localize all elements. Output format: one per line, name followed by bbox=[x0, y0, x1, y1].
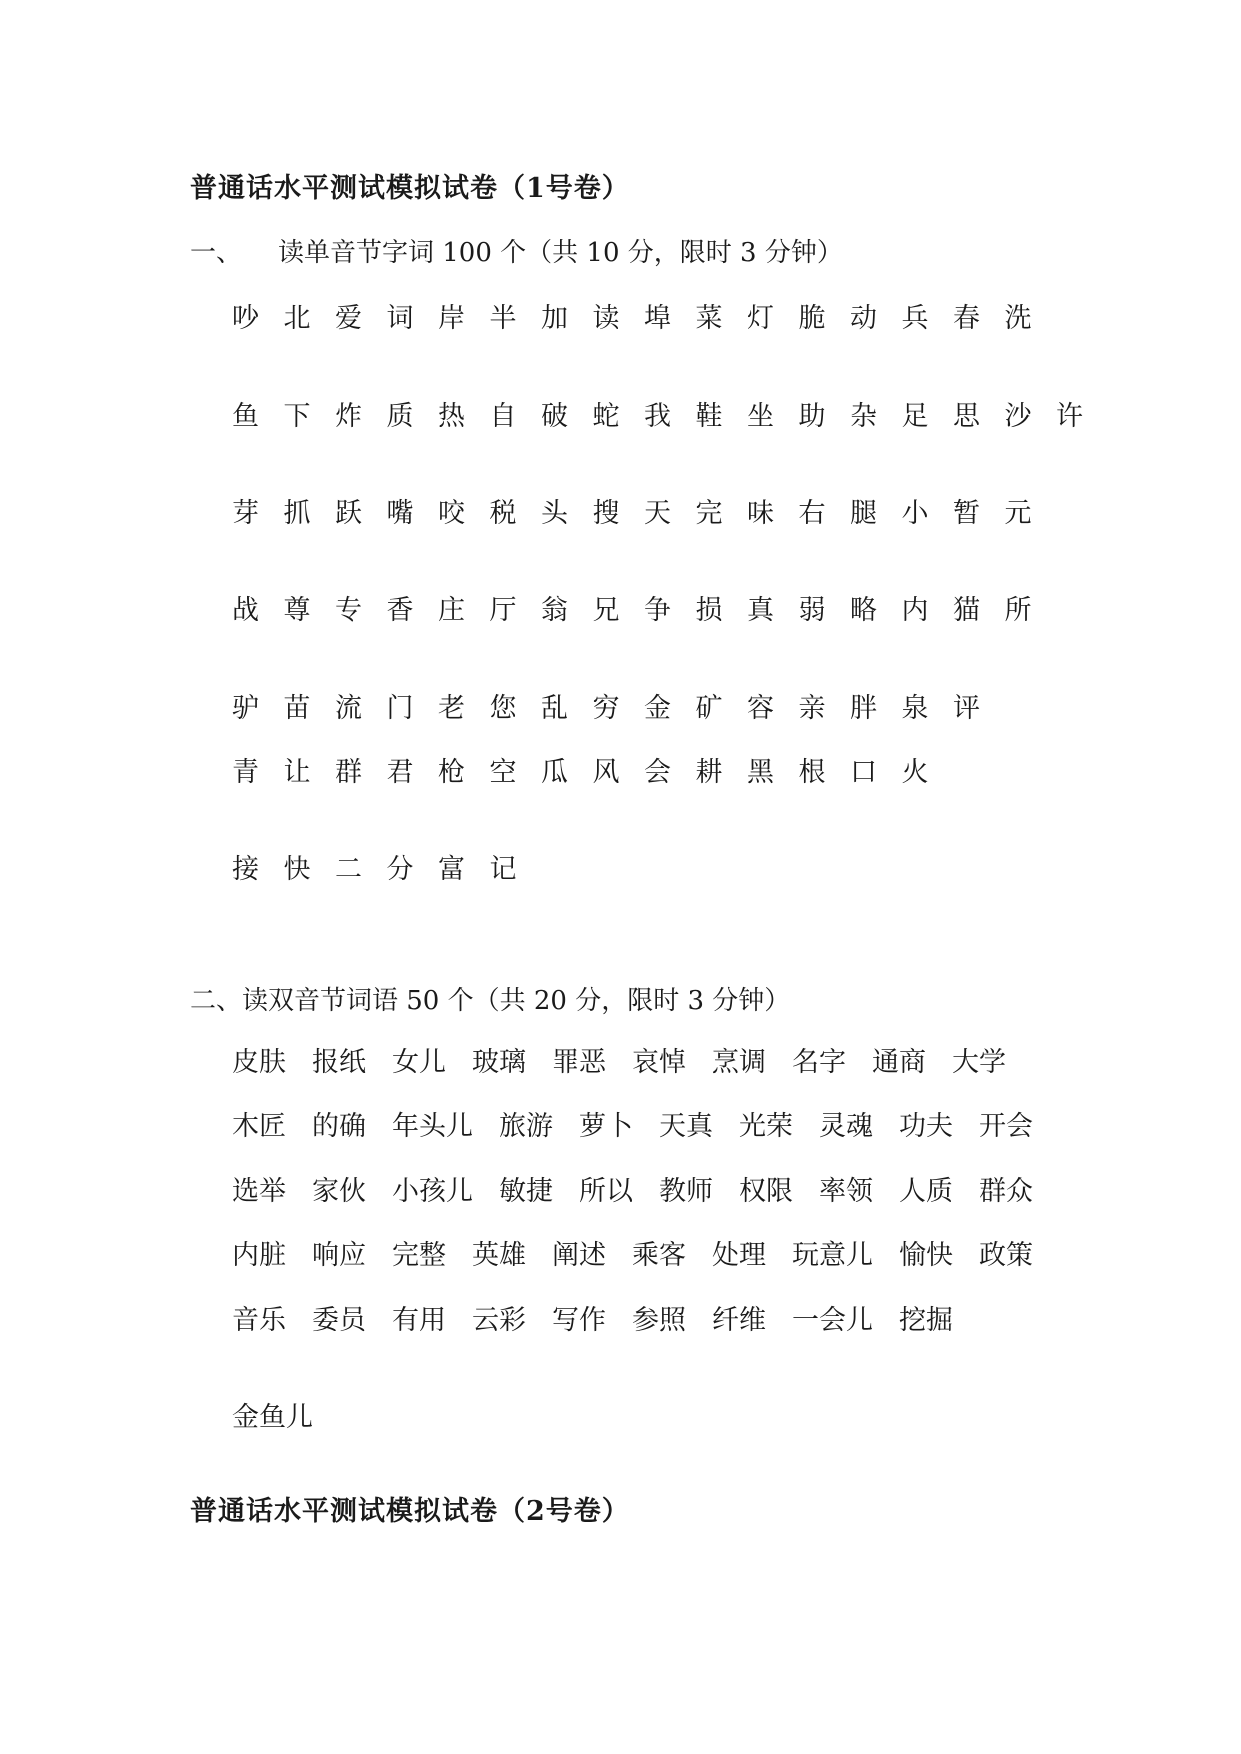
char-row bbox=[232, 588, 1052, 628]
syllable-char: 二 bbox=[335, 854, 362, 885]
syllable-char: 厅 bbox=[489, 595, 517, 626]
syllable-char: 记 bbox=[489, 854, 517, 885]
syllable-word: 名字 bbox=[792, 1047, 846, 1078]
syllable-word: 罪恶 bbox=[552, 1047, 606, 1078]
syllable-char: 下 bbox=[283, 401, 311, 432]
syllable-char: 蛇 bbox=[592, 401, 620, 432]
syllable-char: 跃 bbox=[335, 498, 362, 529]
char-row bbox=[232, 394, 1083, 434]
paper-title-2: 普通话水平测试模拟试卷（2号卷） bbox=[190, 1496, 630, 1527]
syllable-char: 群 bbox=[335, 757, 362, 788]
syllable-char: 空 bbox=[489, 757, 517, 788]
syllable-char: 内 bbox=[901, 595, 929, 626]
paper-title-1: 普通话水平测试模拟试卷（1号卷） bbox=[190, 173, 630, 204]
word-row bbox=[232, 1040, 1092, 1080]
syllable-word: 选举 bbox=[232, 1176, 286, 1207]
syllable-char: 所 bbox=[1004, 595, 1032, 626]
syllable-char: 鱼 bbox=[232, 401, 259, 432]
syllable-char: 元 bbox=[1004, 498, 1032, 529]
syllable-char: 尊 bbox=[283, 595, 311, 626]
word-row bbox=[232, 1395, 1092, 1435]
syllable-char: 口 bbox=[850, 757, 877, 788]
syllable-char: 抓 bbox=[283, 498, 311, 529]
syllable-word: 委员 bbox=[312, 1305, 366, 1336]
syllable-word: 响应 bbox=[312, 1240, 366, 1271]
syllable-word: 年头儿 bbox=[392, 1111, 473, 1142]
syllable-char: 埠 bbox=[644, 303, 671, 334]
syllable-word: 功夫 bbox=[899, 1111, 953, 1142]
syllable-char: 会 bbox=[644, 757, 671, 788]
syllable-char: 青 bbox=[232, 757, 259, 788]
syllable-word: 内脏 bbox=[232, 1240, 286, 1271]
syllable-char: 半 bbox=[489, 303, 517, 334]
syllable-char: 胖 bbox=[850, 693, 877, 724]
syllable-char: 热 bbox=[438, 401, 465, 432]
syllable-char: 完 bbox=[695, 498, 723, 529]
word-row bbox=[232, 1298, 1092, 1338]
syllable-word: 报纸 bbox=[312, 1047, 366, 1078]
syllable-word: 玻璃 bbox=[472, 1047, 526, 1078]
syllable-char: 杂 bbox=[850, 401, 877, 432]
syllable-char: 枪 bbox=[438, 757, 465, 788]
syllable-char: 我 bbox=[644, 401, 671, 432]
syllable-char: 读 bbox=[592, 303, 620, 334]
char-row bbox=[232, 750, 1052, 790]
syllable-word: 完整 bbox=[392, 1240, 446, 1271]
syllable-word: 皮肤 bbox=[232, 1047, 286, 1078]
syllable-word: 女儿 bbox=[392, 1047, 446, 1078]
syllable-char: 质 bbox=[386, 401, 414, 432]
syllable-char: 头 bbox=[541, 498, 568, 529]
syllable-char: 词 bbox=[386, 303, 414, 334]
syllable-char: 略 bbox=[850, 595, 877, 626]
syllable-char: 战 bbox=[232, 595, 259, 626]
syllable-char: 搜 bbox=[592, 498, 620, 529]
syllable-word: 教师 bbox=[659, 1176, 713, 1207]
syllable-char: 容 bbox=[747, 693, 774, 724]
syllable-word: 光荣 bbox=[739, 1111, 793, 1142]
syllable-char: 亲 bbox=[798, 693, 826, 724]
syllable-char: 吵 bbox=[232, 303, 259, 334]
syllable-char: 春 bbox=[953, 303, 980, 334]
syllable-word: 音乐 bbox=[232, 1305, 286, 1336]
syllable-char: 兵 bbox=[901, 303, 929, 334]
char-row bbox=[232, 686, 1052, 726]
syllable-word: 烹调 bbox=[712, 1047, 766, 1078]
syllable-char: 税 bbox=[489, 498, 517, 529]
syllable-char: 快 bbox=[283, 854, 311, 885]
syllable-char: 芽 bbox=[232, 498, 259, 529]
syllable-word: 家伙 bbox=[312, 1176, 366, 1207]
syllable-word: 群众 bbox=[979, 1176, 1033, 1207]
syllable-word: 参照 bbox=[632, 1305, 686, 1336]
syllable-char: 岸 bbox=[438, 303, 465, 334]
syllable-word: 纤维 bbox=[712, 1305, 766, 1336]
syllable-word: 萝卜 bbox=[579, 1111, 633, 1142]
syllable-char: 暂 bbox=[953, 498, 980, 529]
syllable-char: 动 bbox=[850, 303, 877, 334]
syllable-char: 鞋 bbox=[695, 401, 723, 432]
char-row bbox=[232, 847, 1052, 887]
syllable-char: 破 bbox=[541, 401, 568, 432]
syllable-word: 敏捷 bbox=[499, 1176, 553, 1207]
syllable-word: 率领 bbox=[819, 1176, 873, 1207]
word-row bbox=[232, 1233, 1092, 1273]
syllable-word: 愉快 bbox=[899, 1240, 953, 1271]
char-row bbox=[232, 491, 1052, 531]
syllable-char: 嘴 bbox=[386, 498, 414, 529]
syllable-char: 自 bbox=[489, 401, 517, 432]
syllable-char: 泉 bbox=[901, 693, 929, 724]
syllable-char: 金 bbox=[644, 693, 671, 724]
syllable-char: 君 bbox=[386, 757, 414, 788]
syllable-char: 瓜 bbox=[541, 757, 568, 788]
syllable-char: 争 bbox=[644, 595, 671, 626]
syllable-word: 哀悼 bbox=[632, 1047, 686, 1078]
syllable-char: 损 bbox=[695, 595, 723, 626]
syllable-word: 所以 bbox=[579, 1176, 633, 1207]
syllable-char: 黑 bbox=[747, 757, 774, 788]
section-1-text: 读单音节字词 100 个（共 10 分，限时 3 分钟） bbox=[278, 238, 843, 268]
syllable-char: 灯 bbox=[747, 303, 774, 334]
syllable-word: 的确 bbox=[312, 1111, 366, 1142]
syllable-char: 矿 bbox=[695, 693, 723, 724]
char-row bbox=[232, 296, 1052, 336]
syllable-char: 兄 bbox=[592, 595, 620, 626]
syllable-char: 咬 bbox=[438, 498, 465, 529]
syllable-word: 挖掘 bbox=[899, 1305, 953, 1336]
section-1-number: 一、 bbox=[190, 238, 243, 268]
syllable-char: 洗 bbox=[1004, 303, 1032, 334]
syllable-char: 评 bbox=[953, 693, 980, 724]
syllable-word: 云彩 bbox=[472, 1305, 526, 1336]
syllable-word: 一会儿 bbox=[792, 1305, 873, 1336]
syllable-char: 分 bbox=[386, 854, 414, 885]
syllable-char: 穷 bbox=[592, 693, 620, 724]
syllable-word: 阐述 bbox=[552, 1240, 606, 1271]
syllable-char: 脆 bbox=[798, 303, 826, 334]
syllable-word: 有用 bbox=[392, 1305, 446, 1336]
syllable-char: 让 bbox=[283, 757, 311, 788]
syllable-char: 您 bbox=[489, 693, 517, 724]
syllable-char: 炸 bbox=[335, 401, 362, 432]
syllable-char: 足 bbox=[901, 401, 929, 432]
syllable-char: 天 bbox=[644, 498, 671, 529]
syllable-char: 庄 bbox=[438, 595, 465, 626]
section-1-heading bbox=[190, 232, 843, 269]
syllable-word: 人质 bbox=[899, 1176, 953, 1207]
syllable-char: 香 bbox=[386, 595, 414, 626]
syllable-char: 老 bbox=[438, 693, 465, 724]
syllable-char: 真 bbox=[747, 595, 774, 626]
syllable-word: 英雄 bbox=[472, 1240, 526, 1271]
syllable-char: 沙 bbox=[1004, 401, 1032, 432]
syllable-word: 政策 bbox=[979, 1240, 1033, 1271]
syllable-char: 爱 bbox=[335, 303, 362, 334]
syllable-char: 专 bbox=[335, 595, 362, 626]
syllable-word: 处理 bbox=[712, 1240, 766, 1271]
syllable-word: 写作 bbox=[552, 1305, 606, 1336]
syllable-char: 火 bbox=[901, 757, 929, 788]
syllable-char: 北 bbox=[283, 303, 311, 334]
word-row bbox=[232, 1104, 1092, 1144]
syllable-char: 流 bbox=[335, 693, 362, 724]
syllable-word: 旅游 bbox=[499, 1111, 553, 1142]
section-2-heading: 二、读双音节词语 50 个（共 20 分，限时 3 分钟） bbox=[190, 986, 791, 1016]
syllable-word: 金鱼儿 bbox=[232, 1402, 313, 1433]
syllable-char: 右 bbox=[798, 498, 826, 529]
syllable-char: 坐 bbox=[747, 401, 774, 432]
syllable-word: 小孩儿 bbox=[392, 1176, 473, 1207]
syllable-char: 思 bbox=[953, 401, 980, 432]
word-row bbox=[232, 1169, 1092, 1209]
syllable-char: 腿 bbox=[850, 498, 877, 529]
syllable-char: 乱 bbox=[541, 693, 568, 724]
syllable-word: 木匠 bbox=[232, 1111, 286, 1142]
syllable-char: 富 bbox=[438, 854, 465, 885]
syllable-char: 风 bbox=[592, 757, 620, 788]
syllable-word: 灵魂 bbox=[819, 1111, 873, 1142]
syllable-char: 门 bbox=[386, 693, 414, 724]
syllable-char: 味 bbox=[747, 498, 774, 529]
syllable-word: 天真 bbox=[659, 1111, 713, 1142]
syllable-char: 翁 bbox=[541, 595, 568, 626]
syllable-char: 耕 bbox=[695, 757, 723, 788]
syllable-char: 苗 bbox=[283, 693, 311, 724]
syllable-char: 助 bbox=[798, 401, 826, 432]
syllable-char: 加 bbox=[541, 303, 568, 334]
syllable-word: 大学 bbox=[952, 1047, 1006, 1078]
syllable-char: 猫 bbox=[953, 595, 980, 626]
syllable-char: 驴 bbox=[232, 693, 259, 724]
syllable-word: 通商 bbox=[872, 1047, 926, 1078]
syllable-char: 弱 bbox=[798, 595, 826, 626]
syllable-word: 乘客 bbox=[632, 1240, 686, 1271]
syllable-char: 接 bbox=[232, 854, 259, 885]
syllable-word: 开会 bbox=[979, 1111, 1033, 1142]
syllable-char: 小 bbox=[901, 498, 929, 529]
syllable-char: 根 bbox=[798, 757, 826, 788]
syllable-word: 权限 bbox=[739, 1176, 793, 1207]
syllable-char: 许 bbox=[1056, 401, 1083, 432]
syllable-char: 菜 bbox=[695, 303, 723, 334]
syllable-word: 玩意儿 bbox=[792, 1240, 873, 1271]
